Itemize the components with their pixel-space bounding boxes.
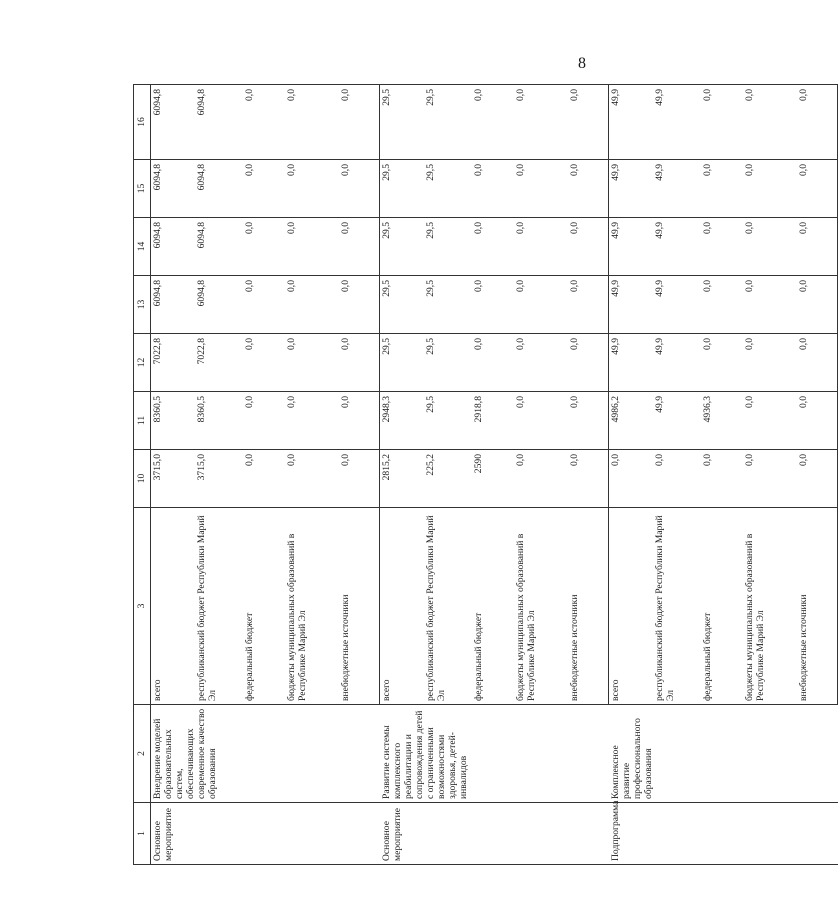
value-cell: 29,5 xyxy=(380,218,425,276)
value-cell: 0,0 xyxy=(743,160,797,218)
value-cell: 0,0 xyxy=(514,334,568,392)
value-cell: 0,0 xyxy=(285,218,339,276)
value-cell: 29,5 xyxy=(380,276,425,334)
value-cell: 3715,0 xyxy=(151,450,196,508)
value-cell: 0,0 xyxy=(243,276,285,334)
value-cell: 0,0 xyxy=(243,334,285,392)
value-cell: 4936,3 xyxy=(701,392,743,450)
funding-source-cell: бюджеты муниципальных образований в Республике Марий Эл xyxy=(514,508,568,705)
value-cell: 49,9 xyxy=(609,334,654,392)
value-cell: 0,0 xyxy=(339,218,380,276)
value-cell: 0,0 xyxy=(743,334,797,392)
value-cell: 29,5 xyxy=(424,276,472,334)
value-cell: 6094,8 xyxy=(195,218,243,276)
value-cell: 0,0 xyxy=(609,450,654,508)
page-number: 8 xyxy=(578,55,586,72)
value-cell: 0,0 xyxy=(514,450,568,508)
value-cell: 0,0 xyxy=(797,160,838,218)
value-cell: 0,0 xyxy=(797,85,838,160)
table-row xyxy=(609,85,654,865)
funding-source-cell: республиканский бюджет Республики Марий Эл xyxy=(195,508,243,705)
value-cell: 0,0 xyxy=(701,450,743,508)
value-cell: 49,9 xyxy=(609,85,654,160)
funding-source-cell: всего xyxy=(609,508,654,705)
value-cell: 0,0 xyxy=(243,160,285,218)
value-cell: 0,0 xyxy=(514,276,568,334)
funding-source-cell: федеральный бюджет xyxy=(243,508,285,705)
table-row xyxy=(380,85,425,865)
funding-source-cell: бюджеты муниципальных образований в Республике Марий Эл xyxy=(285,508,339,705)
value-cell: 0,0 xyxy=(339,85,380,160)
funding-source-cell: федеральный бюджет xyxy=(701,508,743,705)
value-cell: 29,5 xyxy=(424,392,472,450)
value-cell: 0,0 xyxy=(743,276,797,334)
value-cell: 0,0 xyxy=(285,276,339,334)
value-cell: 29,5 xyxy=(380,160,425,218)
group-name-cell: Внедрение моделей образовательных систем, обеспечивающих современное качество образования xyxy=(151,705,380,803)
value-cell: 49,9 xyxy=(653,85,701,160)
value-cell: 49,9 xyxy=(653,160,701,218)
value-cell: 0,0 xyxy=(339,334,380,392)
funding-source-cell: внебюджетные источники xyxy=(568,508,609,705)
value-cell: 29,5 xyxy=(424,160,472,218)
value-cell: 0,0 xyxy=(339,450,380,508)
value-cell: 0,0 xyxy=(701,334,743,392)
value-cell: 225,2 xyxy=(424,450,472,508)
value-cell: 0,0 xyxy=(472,160,514,218)
value-cell: 0,0 xyxy=(243,85,285,160)
value-cell: 7022,8 xyxy=(151,334,196,392)
column-header: 11 xyxy=(134,392,151,450)
value-cell: 0,0 xyxy=(243,218,285,276)
value-cell: 2590 xyxy=(472,450,514,508)
value-cell: 0,0 xyxy=(285,85,339,160)
column-header: 14 xyxy=(134,218,151,276)
value-cell: 0,0 xyxy=(472,276,514,334)
column-header: 3 xyxy=(134,508,151,705)
value-cell: 6094,8 xyxy=(151,160,196,218)
value-cell: 29,5 xyxy=(424,334,472,392)
value-cell: 6094,8 xyxy=(195,160,243,218)
value-cell: 49,9 xyxy=(653,392,701,450)
value-cell: 0,0 xyxy=(797,450,838,508)
column-header: 16 xyxy=(134,85,151,160)
value-cell: 0,0 xyxy=(743,85,797,160)
value-cell: 0,0 xyxy=(514,160,568,218)
value-cell: 0,0 xyxy=(701,160,743,218)
value-cell: 0,0 xyxy=(243,392,285,450)
value-cell: 0,0 xyxy=(701,276,743,334)
value-cell: 0,0 xyxy=(743,392,797,450)
value-cell: 3715,0 xyxy=(195,450,243,508)
value-cell: 2948,3 xyxy=(380,392,425,450)
funding-source-cell: республиканский бюджет Республики Марий Эл xyxy=(653,508,701,705)
value-cell: 0,0 xyxy=(701,218,743,276)
value-cell: 0,0 xyxy=(797,218,838,276)
value-cell: 0,0 xyxy=(568,450,609,508)
column-header: 1 xyxy=(134,803,151,865)
value-cell: 0,0 xyxy=(514,392,568,450)
value-cell: 0,0 xyxy=(653,450,701,508)
funding-source-cell: всего xyxy=(380,508,425,705)
value-cell: 2815,2 xyxy=(380,450,425,508)
column-header: 2 xyxy=(134,705,151,803)
group-type-cell: Основное мероприятие xyxy=(151,803,380,865)
value-cell: 0,0 xyxy=(797,276,838,334)
value-cell: 0,0 xyxy=(568,392,609,450)
value-cell: 0,0 xyxy=(797,334,838,392)
value-cell: 49,9 xyxy=(609,218,654,276)
value-cell: 0,0 xyxy=(285,450,339,508)
value-cell: 6094,8 xyxy=(151,276,196,334)
value-cell: 29,5 xyxy=(424,218,472,276)
value-cell: 29,5 xyxy=(424,85,472,160)
value-cell: 4986,2 xyxy=(609,392,654,450)
value-cell: 49,9 xyxy=(609,276,654,334)
value-cell: 49,9 xyxy=(609,160,654,218)
column-header: 12 xyxy=(134,334,151,392)
value-cell: 2918,8 xyxy=(472,392,514,450)
value-cell: 0,0 xyxy=(472,334,514,392)
value-cell: 0,0 xyxy=(472,218,514,276)
funding-source-cell: федеральный бюджет xyxy=(472,508,514,705)
value-cell: 6094,8 xyxy=(151,218,196,276)
value-cell: 6094,8 xyxy=(195,276,243,334)
value-cell: 29,5 xyxy=(380,85,425,160)
funding-source-cell: внебюджетные источники xyxy=(797,508,838,705)
value-cell: 0,0 xyxy=(339,392,380,450)
value-cell: 49,9 xyxy=(653,276,701,334)
budget-table xyxy=(133,84,838,865)
value-cell: 8360,5 xyxy=(195,392,243,450)
funding-source-cell: внебюджетные источники xyxy=(339,508,380,705)
value-cell: 0,0 xyxy=(514,85,568,160)
value-cell: 0,0 xyxy=(743,218,797,276)
value-cell: 0,0 xyxy=(568,85,609,160)
group-type-cell: Основное мероприятие xyxy=(380,803,609,865)
funding-source-cell: всего xyxy=(151,508,196,705)
funding-source-cell: бюджеты муниципальных образований в Республике Марий Эл xyxy=(743,508,797,705)
value-cell: 0,0 xyxy=(568,276,609,334)
value-cell: 0,0 xyxy=(568,160,609,218)
value-cell: 0,0 xyxy=(285,392,339,450)
value-cell: 8360,5 xyxy=(151,392,196,450)
value-cell: 0,0 xyxy=(243,450,285,508)
table-body xyxy=(151,85,838,865)
column-header: 10 xyxy=(134,450,151,508)
group-name-cell: Развитие системы комплексного реабилитации и сопровождения детей с ограниченными возможностями здоровья, детей-инвалидов xyxy=(380,705,609,803)
column-header: 15 xyxy=(134,160,151,218)
value-cell: 0,0 xyxy=(285,334,339,392)
value-cell: 0,0 xyxy=(472,85,514,160)
value-cell: 0,0 xyxy=(285,160,339,218)
column-header: 13 xyxy=(134,276,151,334)
value-cell: 49,9 xyxy=(653,334,701,392)
value-cell: 0,0 xyxy=(568,218,609,276)
funding-source-cell: республиканский бюджет Республики Марий Эл xyxy=(424,508,472,705)
group-type-cell: Подпрограмма xyxy=(609,803,838,865)
value-cell: 0,0 xyxy=(514,218,568,276)
value-cell: 7022,8 xyxy=(195,334,243,392)
value-cell: 29,5 xyxy=(380,334,425,392)
table-row xyxy=(151,85,196,865)
value-cell: 0,0 xyxy=(743,450,797,508)
table-header xyxy=(134,85,151,865)
value-cell: 6094,8 xyxy=(151,85,196,160)
value-cell: 0,0 xyxy=(339,276,380,334)
value-cell: 0,0 xyxy=(797,392,838,450)
value-cell: 6094,8 xyxy=(195,85,243,160)
group-name-cell: Комплексное развитие профессионального образования xyxy=(609,705,838,803)
value-cell: 49,9 xyxy=(653,218,701,276)
rotated-page-content xyxy=(133,85,809,865)
value-cell: 0,0 xyxy=(701,85,743,160)
value-cell: 0,0 xyxy=(339,160,380,218)
value-cell: 0,0 xyxy=(568,334,609,392)
